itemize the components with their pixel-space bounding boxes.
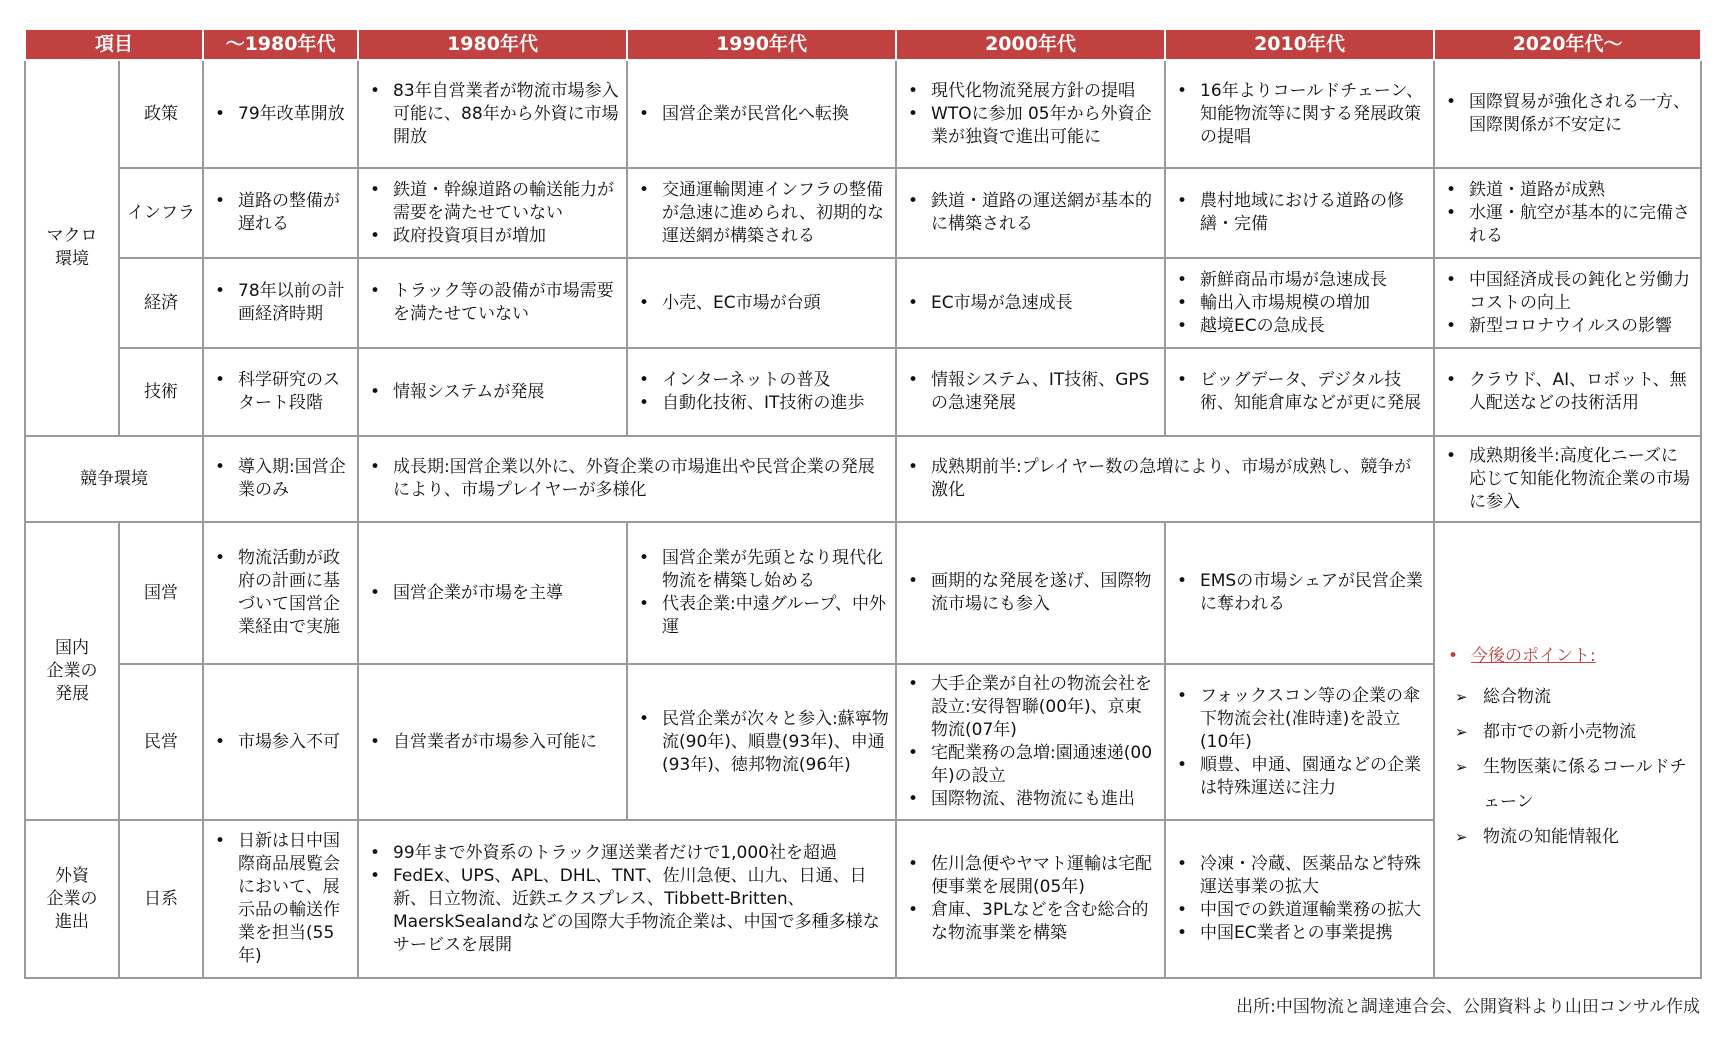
row-infra	[25, 168, 1701, 258]
bullet-list	[1170, 80, 1427, 149]
header-pre1980: 〜1980年代	[203, 29, 358, 60]
source-note: 出所:中国物流と調達連合会、公開資料より山田コンサル作成	[1236, 997, 1700, 1017]
category-label: 国内 企業の 発展	[46, 637, 98, 704]
bullet-list	[363, 80, 620, 149]
cell-state-pre1980	[203, 522, 358, 664]
bullet-list	[1170, 853, 1427, 945]
bullet-item: • 99年まで外資系のトラック運送業者だけで1,000社を超過	[363, 842, 889, 865]
bullet-item: • 小売、EC市場が台頭	[632, 292, 889, 315]
bullet-item: • ビッグデータ、デジタル技術、知能倉庫などが更に発展	[1170, 369, 1427, 415]
bullet-item: • 国営企業が市場を主導	[363, 582, 620, 605]
cell-economy-2010s	[1165, 258, 1434, 348]
bullet-item: • 自動化技術、IT技術の進歩	[632, 392, 889, 415]
bullet-list	[208, 456, 351, 502]
bullet-item: • フォックスコン等の企業の傘下物流会社(准時達)を設立(10年)	[1170, 685, 1427, 754]
bullet-list	[1439, 91, 1694, 137]
bullet-item: • 大手企業が自社の物流会社を設立:安得智聯(00年)、京東物流(07年)	[901, 673, 1158, 742]
bullet-item: • 農村地域における道路の修繕・完備	[1170, 190, 1427, 236]
bullet-list	[1170, 570, 1427, 616]
cell-infra-1990s	[627, 168, 896, 258]
bullet-list	[632, 547, 889, 639]
bullet-item: • 情報システムが発展	[363, 381, 620, 404]
cell-state-2010s	[1165, 522, 1434, 664]
bullet-item: • 交通運輸関連インフラの整備が急速に進められ、初期的な運送網が構築される	[632, 179, 889, 248]
bullet-item: • FedEx、UPS、APL、DHL、TNT、佐川急便、山九、日通、日新、日立物流、近鉄エクスプレス、Tibbett-Britten、MaerskSealandなどの国際大手物流企業は、中国で多種多様なサービスを展開	[363, 865, 889, 957]
bullet-item: • 民営企業が次々と参入:蘇寧物流(90年)、順豊(93年)、申通(93年)、徳邦物流(96年)	[632, 708, 889, 777]
bullet-item: • 中国での鉄道運輸業務の拡大	[1170, 899, 1427, 922]
bullet-list	[901, 456, 1427, 502]
bullet-list	[1170, 190, 1427, 236]
header-2020s: 2020年代〜	[1434, 29, 1701, 60]
bullet-item: • 画期的な発展を遂げ、国際物流市場にも参入	[901, 570, 1158, 616]
bullet-item: • 中国EC業者との事業提携	[1170, 922, 1427, 945]
bullet-list	[363, 842, 889, 957]
cell-policy-2000s	[896, 60, 1165, 168]
cell-state-2000s	[896, 522, 1165, 664]
cell-private-1980s	[358, 664, 627, 820]
bullet-item: • 物流活動が政府の計画に基づいて国営企業経由で実施	[208, 547, 351, 639]
future-points-title: • 今後のポイント:	[1441, 645, 1694, 668]
cell-private-1990s	[627, 664, 896, 820]
bullet-item: • 日新は日中国際商品展覧会において、展示品の輸送作業を担当(55年)	[208, 830, 351, 968]
arrow-icon: ➢	[1455, 828, 1468, 846]
subcategory-economy: 経済	[119, 258, 203, 348]
cell-tech-2000s	[896, 348, 1165, 436]
bullet-list	[632, 292, 889, 315]
bullet-list	[901, 853, 1158, 945]
row-policy	[25, 60, 1701, 168]
header-2000s: 2000年代	[896, 29, 1165, 60]
cell-competition-2020s	[1434, 436, 1701, 522]
row-tech	[25, 348, 1701, 436]
subcategory-infra: インフラ	[119, 168, 203, 258]
cell-economy-1990s	[627, 258, 896, 348]
category-macro	[25, 60, 119, 436]
subcategory-policy: 政策	[119, 60, 203, 168]
bullet-list	[901, 80, 1158, 149]
bullet-item: • 新鮮商品市場が急速成長	[1170, 269, 1427, 292]
cell-competition-pre1980	[203, 436, 358, 522]
cell-tech-2020s	[1434, 348, 1701, 436]
bullet-item: • 導入期:国営企業のみ	[208, 456, 351, 502]
logistics-history-table	[24, 28, 1702, 979]
cell-infra-2020s	[1434, 168, 1701, 258]
bullet-list	[208, 103, 351, 126]
cell-private-2010s	[1165, 664, 1434, 820]
bullet-item: • 順豊、申通、園通などの企業は特殊運送に注力	[1170, 754, 1427, 800]
bullet-item: • 越境ECの急成長	[1170, 315, 1427, 338]
bullet-item: • 国営企業が先頭となり現代化物流を構築し始める	[632, 547, 889, 593]
future-points-cell	[1434, 522, 1701, 978]
cell-japan-2010s	[1165, 820, 1434, 978]
bullet-list	[208, 369, 351, 415]
bullet-list	[1170, 369, 1427, 415]
header-2010s: 2010年代	[1165, 29, 1434, 60]
bullet-item: • 新型コロナウイルスの影響	[1439, 315, 1694, 338]
subcategory-private: 民営	[119, 664, 203, 820]
category-competition: 競争環境	[25, 436, 203, 522]
bullet-list	[1439, 369, 1694, 415]
bullet-item: • 国際貿易が強化される一方、国際関係が不安定に	[1439, 91, 1694, 137]
bullet-list	[632, 708, 889, 777]
bullet-list	[632, 103, 889, 126]
bullet-item: • 倉庫、3PLなどを含む総合的な物流事業を構築	[901, 899, 1158, 945]
arrow-icon: ➢	[1455, 688, 1468, 706]
row-competition	[25, 436, 1701, 522]
cell-japan-1980s-1990s	[358, 820, 896, 978]
bullet-item: • 成熟期後半:高度化ニーズに応じて知能化物流企業の市場に参入	[1439, 445, 1694, 514]
bullet-item: • 79年改革開放	[208, 103, 351, 126]
bullet-list	[901, 673, 1158, 811]
bullet-item: • 78年以前の計画経済時期	[208, 280, 351, 326]
bullet-item: • 自営業者が市場参入可能に	[363, 731, 620, 754]
bullet-item: • 輸出入市場規模の増加	[1170, 292, 1427, 315]
arrow-icon: ➢	[1455, 758, 1468, 776]
cell-private-pre1980	[203, 664, 358, 820]
future-point-item: ➢ 生物医薬に係るコールドチェーン	[1441, 750, 1694, 820]
cell-tech-1990s	[627, 348, 896, 436]
bullet-item: • 国営企業が民営化へ転換	[632, 103, 889, 126]
bullet-item: • 成長期:国営企業以外に、外資企業の市場進出や民営企業の発展により、市場プレイヤーが多様化	[363, 456, 889, 502]
bullet-list	[208, 280, 351, 326]
cell-infra-2000s	[896, 168, 1165, 258]
subcategory-state: 国営	[119, 522, 203, 664]
cell-economy-2020s	[1434, 258, 1701, 348]
bullet-list	[363, 582, 620, 605]
bullet-item: • インターネットの普及	[632, 369, 889, 392]
bullet-item: • 情報システム、IT技術、GPSの急速発展	[901, 369, 1158, 415]
bullet-item: • 水運・航空が基本的に完備される	[1439, 202, 1694, 248]
cell-economy-2000s	[896, 258, 1165, 348]
row-economy	[25, 258, 1701, 348]
bullet-list	[901, 570, 1158, 616]
bullet-item: • 16年よりコールドチェーン、知能物流等に関する発展政策の提唱	[1170, 80, 1427, 149]
category-foreign	[25, 820, 119, 978]
category-label: 外資 企業の 進出	[46, 865, 98, 932]
bullet-item: • 宅配業務の急増:園通速递(00年)の設立	[901, 742, 1158, 788]
category-label: マクロ 環境	[46, 226, 98, 269]
bullet-list	[208, 190, 351, 236]
bullet-item: • EC市場が急速成長	[901, 292, 1158, 315]
cell-economy-1980s	[358, 258, 627, 348]
bullet-list	[1439, 179, 1694, 248]
cell-policy-2010s	[1165, 60, 1434, 168]
cell-private-2000s	[896, 664, 1165, 820]
bullet-list	[363, 179, 620, 248]
bullet-list	[1439, 269, 1694, 338]
category-domestic	[25, 522, 119, 820]
bullet-list	[1170, 685, 1427, 800]
bullet-list	[632, 369, 889, 415]
bullet-list	[208, 547, 351, 639]
cell-infra-pre1980	[203, 168, 358, 258]
cell-infra-2010s	[1165, 168, 1434, 258]
cell-state-1980s	[358, 522, 627, 664]
bullet-item: • 道路の整備が遅れる	[208, 190, 351, 236]
cell-tech-2010s	[1165, 348, 1434, 436]
cell-policy-1980s	[358, 60, 627, 168]
bullet-item: • トラック等の設備が市場需要を満たせていない	[363, 280, 620, 326]
bullet-list	[363, 456, 889, 502]
bullet-item: • 鉄道・幹線道路の輸送能力が需要を満たせていない	[363, 179, 620, 225]
future-point-item: ➢ 総合物流	[1441, 680, 1694, 715]
cell-japan-2000s	[896, 820, 1165, 978]
bullet-list	[1439, 445, 1694, 514]
bullet-item: • WTOに参加 05年から外資企業が独資で進出可能に	[901, 103, 1158, 149]
bullet-item: • 鉄道・道路の運送網が基本的に構築される	[901, 190, 1158, 236]
bullet-item: • 鉄道・道路が成熟	[1439, 179, 1694, 202]
bullet-item: • EMSの市場シェアが民営企業に奪われる	[1170, 570, 1427, 616]
subcategory-japan: 日系	[119, 820, 203, 978]
bullet-item: • 成熟期前半:プレイヤー数の急増により、市場が成熟し、競争が激化	[901, 456, 1427, 502]
bullet-list	[363, 280, 620, 326]
bullet-item: • 中国経済成長の鈍化と労働力コストの向上	[1439, 269, 1694, 315]
bullet-item: • 83年自営業者が物流市場参入可能に、88年から外資に市場開放	[363, 80, 620, 149]
bullet-list	[901, 369, 1158, 415]
header-row	[25, 29, 1701, 60]
bullet-item: • 政府投資項目が増加	[363, 225, 620, 248]
future-points-list	[1441, 680, 1694, 855]
bullet-item: • 佐川急便やヤマト運輸は宅配便事業を展開(05年)	[901, 853, 1158, 899]
bullet-list	[208, 731, 351, 754]
cell-japan-pre1980	[203, 820, 358, 978]
bullet-item: • クラウド、AI、ロボット、無人配送などの技術活用	[1439, 369, 1694, 415]
arrow-icon: ➢	[1455, 723, 1468, 741]
bullet-item: • 代表企業:中遠グループ、中外運	[632, 593, 889, 639]
cell-policy-1990s	[627, 60, 896, 168]
bullet-list	[901, 190, 1158, 236]
bullet-item: • 国際物流、港物流にも進出	[901, 788, 1158, 811]
bullet-item: • 現代化物流発展方針の提唱	[901, 80, 1158, 103]
bullet-list	[1170, 269, 1427, 338]
bullet-list	[632, 179, 889, 248]
bullet-list	[363, 381, 620, 404]
cell-policy-2020s	[1434, 60, 1701, 168]
cell-economy-pre1980	[203, 258, 358, 348]
cell-competition-1980s-1990s	[358, 436, 896, 522]
cell-infra-1980s	[358, 168, 627, 258]
future-point-item: ➢ 物流の知能情報化	[1441, 820, 1694, 855]
header-1980s: 1980年代	[358, 29, 627, 60]
bullet-item: • 市場参入不可	[208, 731, 351, 754]
cell-tech-1980s	[358, 348, 627, 436]
bullet-item: • 冷凍・冷蔵、医薬品など特殊運送事業の拡大	[1170, 853, 1427, 899]
cell-state-1990s	[627, 522, 896, 664]
header-1990s: 1990年代	[627, 29, 896, 60]
cell-competition-2000s-2010s	[896, 436, 1434, 522]
bullet-list	[208, 830, 351, 968]
bullet-list	[901, 292, 1158, 315]
cell-policy-pre1980	[203, 60, 358, 168]
future-point-item: ➢ 都市での新小売物流	[1441, 715, 1694, 750]
cell-tech-pre1980	[203, 348, 358, 436]
row-state	[25, 522, 1701, 664]
header-item: 項目	[25, 29, 203, 60]
logistics-history-table-container	[24, 28, 1700, 979]
subcategory-tech: 技術	[119, 348, 203, 436]
bullet-item: • 科学研究のスタート段階	[208, 369, 351, 415]
bullet-list	[363, 731, 620, 754]
